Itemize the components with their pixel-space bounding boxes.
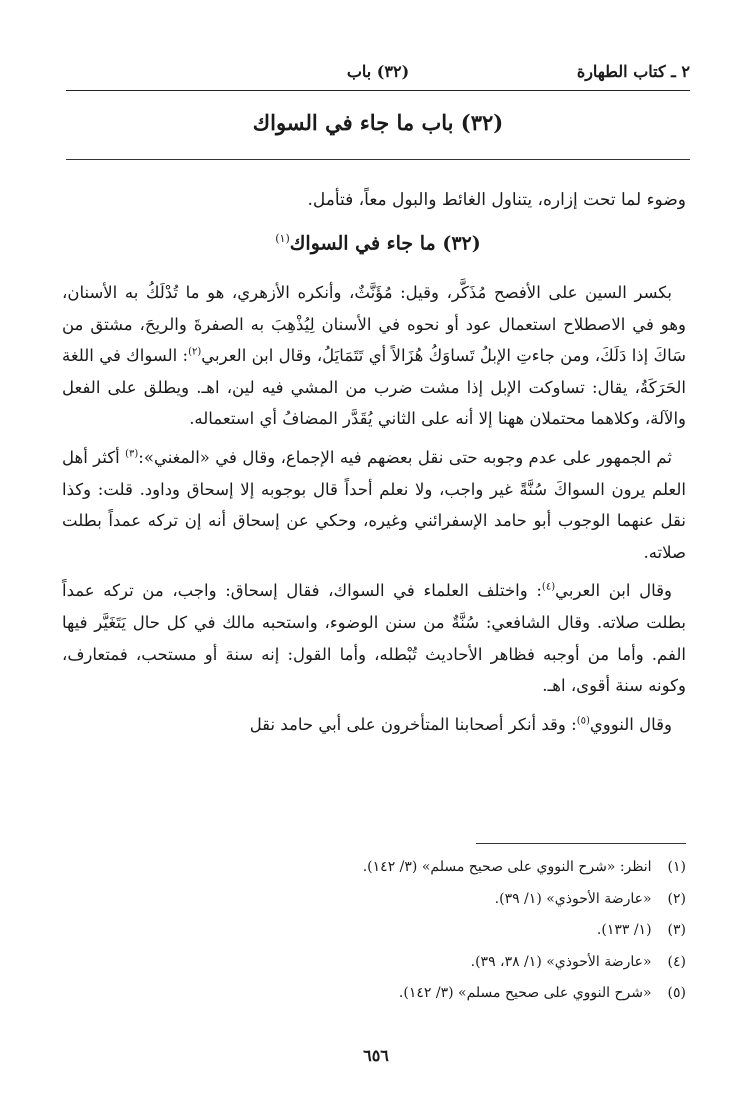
footnote-number: (٥) (667, 985, 686, 1001)
paragraph (62, 442, 686, 568)
paragraph-text: : واختلف العلماء في السواك، فقال إسحاق: واجب، من تركه عمداً بطلت صلاته. وقال الشافعي: سُنَّةٌ من سنن الوضوء، واستحبه مالك في كل حال يَتَغَيَّر فيها الفم. وأما من أوجبه فظاهر الأحاديث تُبْطله، وأما القول: إنه سنة أو مستحب، فمتعارف، وكونه سنة أقوى، اهـ. (62, 581, 686, 696)
paragraph (62, 709, 686, 741)
paragraph-text: : السواك في اللغة الحَرَكَةُ، يقال: تساوكت الإبل إذا مشت ضرب من المشي فيه لين، اهـ. ويطلق على الفعل والآلة، وكلاهما محتملان ههنا إلا أنه على الثاني يُقَدَّر المضافُ أي استعماله. (62, 346, 686, 429)
chapter-title: (٣٢) باب ما جاء في السواك (252, 110, 504, 135)
footnote-ref: (٢) (188, 346, 202, 358)
paragraph-text: : وقد أنكر أصحابنا المتأخرون على أبي حامد نقل (249, 714, 577, 734)
footnotes (62, 852, 686, 1010)
paragraph-text: بكسر السين على الأفصح مُذَكَّر، وقيل: مُؤَنَّثٌ، وأنكره الأزهري، هو ما تُدْلَكُ به الأسنان، وهو في الاصطلاح استعمال عود أو نحوه في الأسنان لِيُذْهِبَ به الصفرةَ والريحَ، مشتق من سَاكَ إذا دَلَكَ، ومن جاءتِ الإبلُ تَساوَكُ هُزَالاً أي تَتَمَايَلُ، وقال ابن العربي (62, 283, 686, 366)
paragraph-text: وقال ابن العربي (555, 581, 672, 601)
header-divider (66, 90, 690, 91)
paragraph-text: وقال النووي (589, 714, 672, 734)
footnote-text: «عارضة الأحوذي» (١/ ٣٨، ٣٩). (470, 953, 652, 970)
footnote-divider (476, 843, 686, 844)
running-head-chapter: (٣٢) باب (346, 62, 410, 81)
paragraph-text: ثم الجمهور على عدم وجوبه حتى نقل بعضهم فيه الإجماع، وقال في «المغني»: (138, 447, 673, 467)
footnote-ref: (٣) (125, 448, 139, 460)
footnote (62, 884, 686, 916)
paragraph-text: أكثر أهل العلم يرون السواكَ سُنَّةً غير واجب، ولا نعلم أحداً قال بوجوبه إلا إسحاق وداود. قلت: وكذا نقل عنهما الوجوب أبو حامد الإسفرائني وغيره، وحكي عن إسحاق أنه إن تركه عمداً بطلت صلاته. (62, 447, 686, 562)
commentary-body (62, 277, 686, 747)
footnote-number: (٣) (667, 922, 686, 938)
footnote (62, 915, 686, 947)
section-heading (66, 232, 690, 254)
footnote-number: (٤) (667, 953, 686, 970)
continuation-line: وضوء لما تحت إزاره، يتناول الغائط والبول معاً، فتأمل. (307, 190, 686, 210)
footnote-text: «عارضة الأحوذي» (١/ ٣٩). (494, 890, 652, 907)
footnote-text: انظر: «شرح النووي على صحيح مسلم» (٣/ ١٤٢). (362, 859, 652, 875)
footnote (62, 852, 686, 884)
running-head-book-title: ٢ ـ كتاب الطهارة (576, 62, 690, 81)
footnote-number: (١) (667, 859, 686, 875)
footnote-text: (١/ ١٣٣). (596, 922, 652, 938)
footnote (62, 978, 686, 1010)
footnote-ref: (١) (275, 232, 290, 245)
footnote-number: (٢) (667, 890, 686, 907)
paragraph (62, 277, 686, 435)
footnote-ref: (٥) (576, 715, 590, 727)
section-heading-text: (٣٢) ما جاء في السواك (289, 232, 481, 255)
footnote-text: «شرح النووي على صحيح مسلم» (٣/ ١٤٢). (398, 985, 652, 1001)
footnote-ref: (٤) (541, 581, 556, 593)
page-number: ٦٥٦ (363, 1046, 389, 1065)
running-head (66, 62, 690, 84)
title-divider (66, 159, 690, 160)
footnote (62, 947, 686, 979)
paragraph (62, 575, 686, 701)
